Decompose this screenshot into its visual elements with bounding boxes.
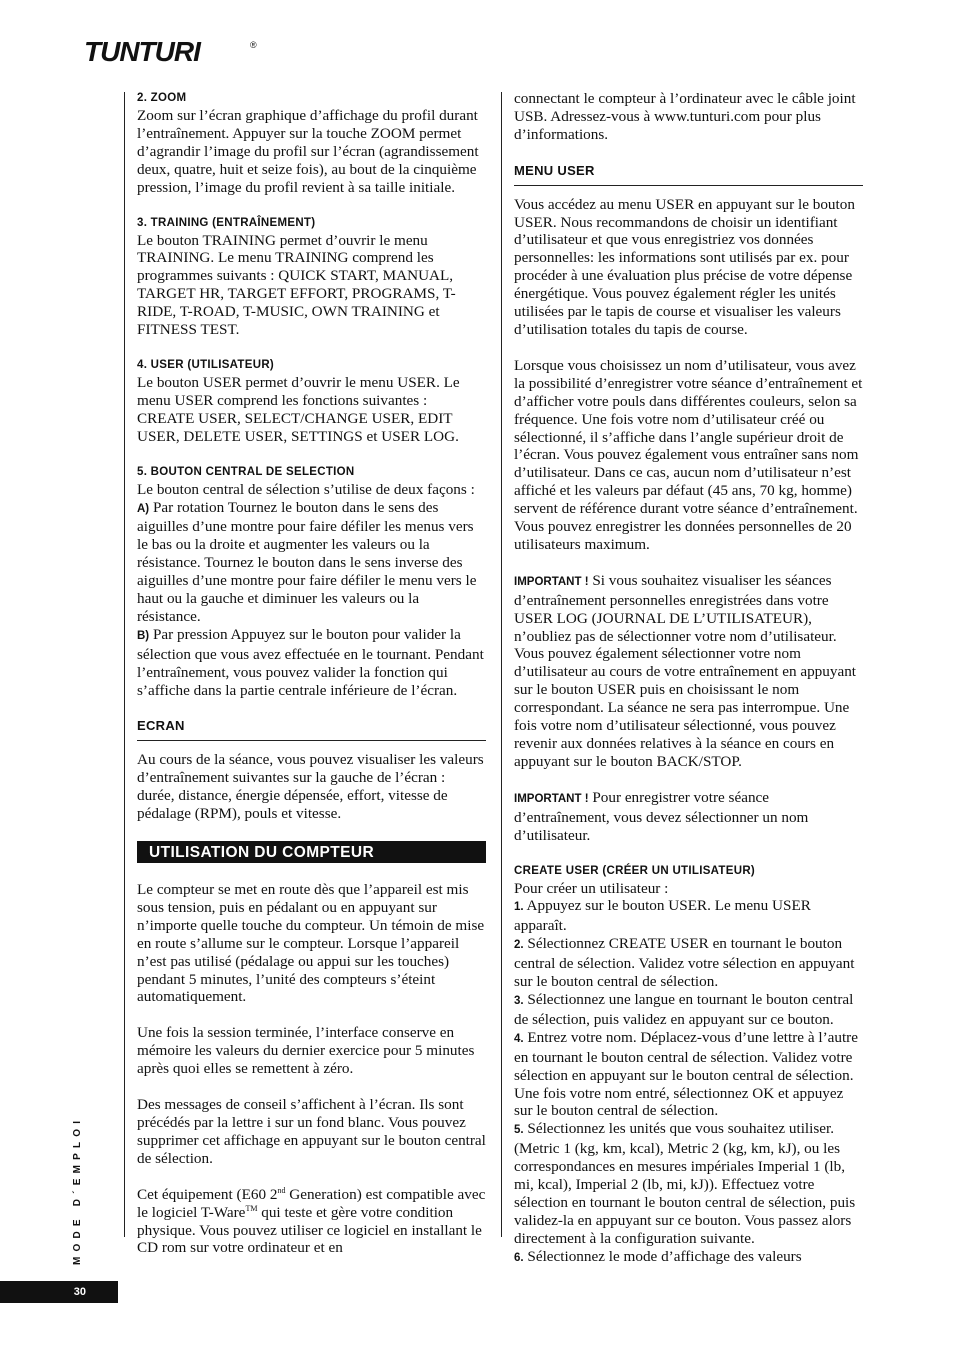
step-2	[514, 935, 863, 991]
important-note-1	[514, 572, 863, 771]
step-text: Entrez votre nom. Déplacez-vous d’une lettre à l’autre en tournant le bouton central de sélection. Validez votre sélection en appuyant sur le bouton central de sélection. Une fois votre nom entré, sélectionnez OK et appuyez sur le bouton central de sélection.	[514, 1028, 858, 1120]
step-4	[514, 1029, 863, 1121]
menu-user-heading: MENU USER	[514, 162, 863, 186]
side-label	[72, 1115, 86, 1265]
step-3	[514, 991, 863, 1029]
utilisation-paragraph-2: Une fois la session terminée, l’interface conserve en mémoire les valeurs du dernier exercice pour 5 minutes après quoi elles se remettent à zéro.	[137, 1024, 475, 1078]
section-banner: UTILISATION DU COMPTEUR	[137, 841, 486, 863]
important-text-1: Si vous souhaitez visualiser les séances d’entraînement personnelles enregistrées dans votre USER LOG (JOURNAL DE L’UTILISATEUR), n’oubliez pas de sélectionner votre nom d’utilisateur. Vous pouvez également sélectionner votre nom d’utilisateur au cours de votre entraînement en appuyant sur le bouton USER puis en choisissant le nom correspondant. La séance ne sera pas interrompue. Une fois votre nom d’utilisateur sélectionné, vous pouvez revenir aux données relatives à la séance en cours en appuyant sur le bouton BACK/STOP.	[514, 571, 857, 770]
continuation-text: connectant le compteur à l’ordinateur avec le câble joint USB. Adressez-vous à www.tunturi.com pour plus d’informations.	[514, 90, 856, 143]
menu-user-paragraph-1: Vous accédez au menu USER en appuyant sur le bouton USER. Nous recommandons de choisir un identifiant d’utilisateur et que vous enregistriez vos données personnelles: les informations sont utilisés par ex. pour procéder à une évaluation plus précise de votre dépense énergétique. Vous pouvez également régler les unités utilisées par le tapis de course et visualiser les valeurs d’utilisation totales du tapis de course.	[514, 195, 855, 338]
create-user-heading: CREATE USER (CRÉER UN UTILISATEUR)	[514, 864, 756, 877]
user-heading: 4. USER (UTILISATEUR)	[137, 358, 275, 371]
bouton-a-text: Par rotation Tournez le bouton dans le sens des aiguilles d’une montre pour faire défiler les menus vers le bas ou la droite et augmenter les valeurs ou la résistance. Tournez le bouton dans le sens inverse des aiguilles d’une montre pour faire défiler le menu vers le haut ou la gauche et diminuer les valeurs ou la résistance.	[137, 498, 477, 625]
step-number: 4.	[514, 1032, 524, 1045]
p4-part-a: Cet équipement (E60 2	[137, 1185, 278, 1203]
center-column-rule	[501, 92, 502, 1237]
step-text: Sélectionnez le mode d’affichage des valeurs	[523, 1247, 802, 1265]
important-note-2	[514, 789, 863, 845]
page-number: 30	[0, 1281, 118, 1303]
utilisation-paragraph-1: Le compteur se met en route dès que l’appareil est mis sous tension, puis en pédalant ou en appuyant sur n’importe quelle touche du compteur. Un témoin de mise en route s’allume sur le compteur. Lorsque l’appareil n’est pas utilisé (pédalage ou appui sur les touches) pendant 5 minutes, l’unité des compteurs s’éteint automatiquement.	[137, 881, 485, 1006]
menu-user-paragraph-2: Lorsque vous choisissez un nom d’utilisateur, vous avez la possibilité d’enregistrer votre séance d’entraînement et d’afficher votre pouls dans différentes couleurs, selon sa fréquence. Une fois votre nom d’utilisateur créé ou sélectionné, il s’affiche dans l’angle supérieur droit de l’écran. Vous pouvez également vous entraîner sans nom d’utilisateur. Dans ce cas, aucun nom d’utilisateur n’est affiché et les valeurs par défaut (45 ans, 70 kg, homme) servent de référence durant votre séance d’entraînement. Vous pouvez enregistrer les données personnelles de 20 utilisateurs maximum.	[514, 356, 863, 553]
left-column	[137, 90, 486, 1257]
user-text: Le bouton USER permet d’ouvrir le menu USER. Le menu USER comprend les fonctions suivantes : CREATE USER, SELECT/CHANGE USER, EDIT USER, DELETE USER, SETTINGS et USER LOG.	[137, 373, 460, 445]
zoom-text: Zoom sur l’écran graphique d’affichage du profil durant l’entraînement. Appuyer sur la touche ZOOM permet d’agrandir l’image du profil sur l’écran (agrandissement deux, quatre, huit et seize fois), au bout de la cinquième pression, l’image du profil revient à sa taille initiale.	[137, 107, 479, 196]
p4-part-b: Generation) est compatible avec le logiciel T-Ware	[137, 1185, 486, 1221]
step-text: Sélectionnez les unités que vous souhaitez utiliser. (Metric 1 (kg, km, kcal), Metric 2 (kg, km, kJ), ou les correspondances en mesures impériales Imperial 1 (lb, mi, kcal), Imperial 2 (lb, mi, kJ)). Effectuez votre sélection en tournant le bouton central de sélection, puis validez-la en appuyant sur ce bouton. Vous passez alors directement à la configuration suivante.	[514, 1120, 856, 1247]
bouton-b-label: B)	[137, 629, 150, 642]
side-label-text: MODE D´EMPLOI	[72, 1115, 83, 1265]
step-number: 6.	[514, 1251, 524, 1264]
bouton-intro: Le bouton central de sélection s’utilise de deux façons :	[137, 480, 475, 498]
important-text-2: Pour enregistrer votre séance d’entraînement, vous devez sélectionner un nom d’utilisateur.	[514, 788, 809, 844]
bouton-a-label: A)	[137, 502, 150, 515]
zoom-heading: 2. ZOOM	[137, 92, 187, 104]
step-text: Appuyez sur le bouton USER. Le menu USER apparaît.	[514, 897, 811, 935]
bouton-heading: 5. BOUTON CENTRAL DE SELECTION	[137, 465, 355, 478]
step-6	[514, 1248, 863, 1268]
logo-text: TUNTURI	[84, 36, 200, 67]
step-5	[514, 1120, 863, 1247]
step-text: Sélectionnez CREATE USER en tournant le bouton central de sélection. Validez votre sélection en appuyant sur le bouton central de sélection.	[514, 935, 855, 991]
ecran-heading: ECRAN	[137, 717, 486, 741]
step-number: 1.	[514, 901, 524, 914]
important-label-1: IMPORTANT !	[514, 575, 589, 588]
left-column-rule	[124, 92, 125, 1237]
registered-mark: ®	[250, 40, 257, 50]
step-number: 3.	[514, 994, 524, 1007]
utilisation-paragraph-4	[137, 1186, 486, 1258]
p4-part-c: qui teste et gère votre condition physique. Vous pouvez utiliser ce logiciel en installant le CD rom sur votre ordinateur et en	[137, 1203, 482, 1257]
step-number: 2.	[514, 939, 524, 952]
step-1	[514, 897, 863, 935]
step-text: Sélectionnez une langue en tournant le bouton central de sélection, puis validez en appuyant sur ce bouton.	[514, 990, 854, 1028]
important-label-2: IMPORTANT !	[514, 792, 589, 805]
utilisation-paragraph-3: Des messages de conseil s’affichent à l’écran. Ils sont précédés par la lettre i sur un fond blanc. Vous pouvez supprimer cet affichage en appuyant sur le bouton central de sélection.	[137, 1096, 486, 1167]
create-user-intro: Pour créer un utilisateur :	[514, 879, 669, 897]
bouton-b-paragraph	[137, 626, 486, 700]
p4-superscript-nd: nd	[277, 1185, 286, 1195]
p4-trademark: TM	[245, 1203, 258, 1213]
ecran-text: Au cours de la séance, vous pouvez visualiser les valeurs d’entraînement suivantes sur la gauche de l’écran : durée, distance, énergie dépensée, effort, vitesse de pédalage (RPM), pouls et vitesse.	[137, 751, 484, 823]
training-text: Le bouton TRAINING permet d’ouvrir le menu TRAINING. Le menu TRAINING comprend les programmes suivants : QUICK START, MANUAL, TARGET HR, TARGET EFFORT, PROGRAMS, T-RIDE, T-ROAD, T-MUSIC, OWN TRAINING et FITNESS TEST.	[137, 231, 456, 339]
right-column	[514, 90, 863, 1268]
bouton-b-text: Par pression Appuyez sur le bouton pour valider la sélection que vous avez effectuée en le tournant. Pendant l’entraînement, vous pouvez valider la fonction qui s’affiche dans la partie centrale inférieure de l’écran.	[137, 625, 484, 699]
bouton-a-paragraph	[137, 499, 486, 626]
step-number: 5.	[514, 1124, 524, 1137]
tunturi-logo	[84, 36, 274, 66]
training-heading: 3. TRAINING (ENTRAÎNEMENT)	[137, 216, 316, 229]
